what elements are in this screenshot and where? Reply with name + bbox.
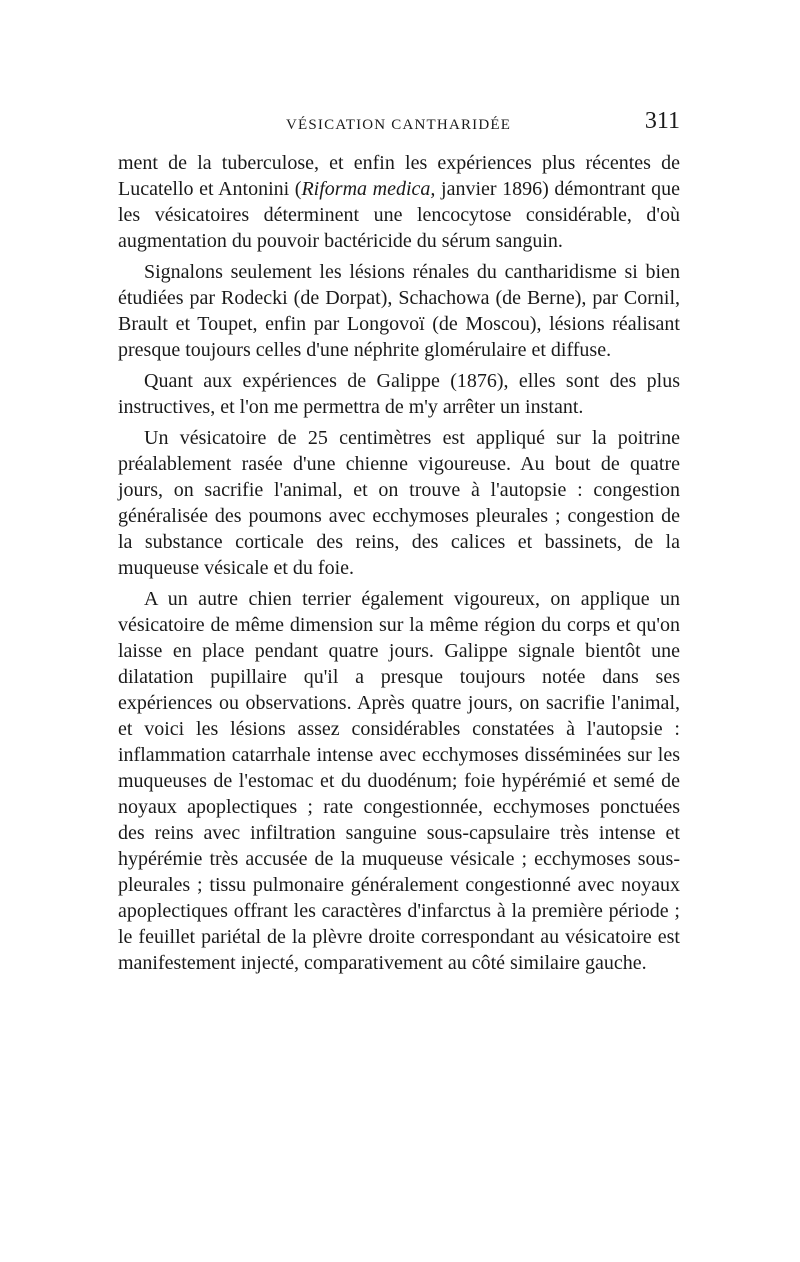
page-number: 311 xyxy=(644,108,680,134)
paragraph-3: Quant aux expériences de Galippe (1876), elles sont des plus instructives, et l'on me permettra de m'y arrêter un instant. xyxy=(118,370,680,418)
paragraph-1-part-a: ment de la tuberculose, et enfin les expériences plus récentes de Lucatello et Antonini ( xyxy=(118,152,680,200)
paragraph-1-part-b: janvier 1896) démontrant que les vésicatoires déterminent une lencocytose considérable, d'où augmentation du pouvoir bactéricide du sérum sanguin. xyxy=(118,178,681,252)
paragraph-4: Un vésicatoire de 25 centimètres est appliqué sur la poitrine préalablement rasée d'une chienne vigoureuse. Au bout de quatre jours, on sacrifie l'animal, et on trouve à l'autopsie : congestion généralisée des poumons avec ecchymoses pleurales ; congestion de la substance corticale des reins, des calices et bassinets, de la muqueuse vésicale et du foie. xyxy=(118,427,680,579)
journal-title: Riforma medica, xyxy=(301,178,436,200)
book-page xyxy=(118,0,681,974)
paragraph-5: A un autre chien terrier également vigoureux, on applique un vésicatoire de même dimension sur la même région du corps et qu'on laisse en place pendant quatre jours. Galippe signale bientôt une dilatation pupillaire qu'il a presque toujours notée dans ses expériences ou observations. Après quatre jours, on sacrifie l'animal, et voici les lésions assez considérables constatées à l'autopsie : inflammation catarrhale intense avec ecchymoses disséminées sur les muqueuses de l'estomac et du duodénum; foie hypérémié et semé de noyaux apoplectiques ; rate congestionnée, ecchymoses ponctuées des reins avec infiltration sanguine sous-capsulaire très intense et hypérémie très accusée de la muqueuse vésicale ; ecchymoses sous-pleurales ; tissu pulmonaire généralement congestionné avec noyaux apoplectiques offrant les caractères d'infarctus à la première période ; le feuillet pariétal de la plèvre droite correspondant au vésicatoire est manifestement injecté, comparativement au côté similaire gauche. xyxy=(118,588,680,974)
page-header xyxy=(118,0,680,134)
body-text xyxy=(118,150,680,976)
paragraph-1 xyxy=(118,150,680,254)
running-title: VÉSICATION CANTHARIDÉE xyxy=(286,117,512,133)
paragraph-2: Signalons seulement les lésions rénales du cantharidisme si bien étudiées par Rodecki (de Dorpat), Schachowa (de Berne), par Cornil, Brault et Toupet, enfin par Longovoï (de Moscou), lésions réalisant presque toujours celles d'une néphrite glomérulaire et diffuse. xyxy=(118,261,680,361)
